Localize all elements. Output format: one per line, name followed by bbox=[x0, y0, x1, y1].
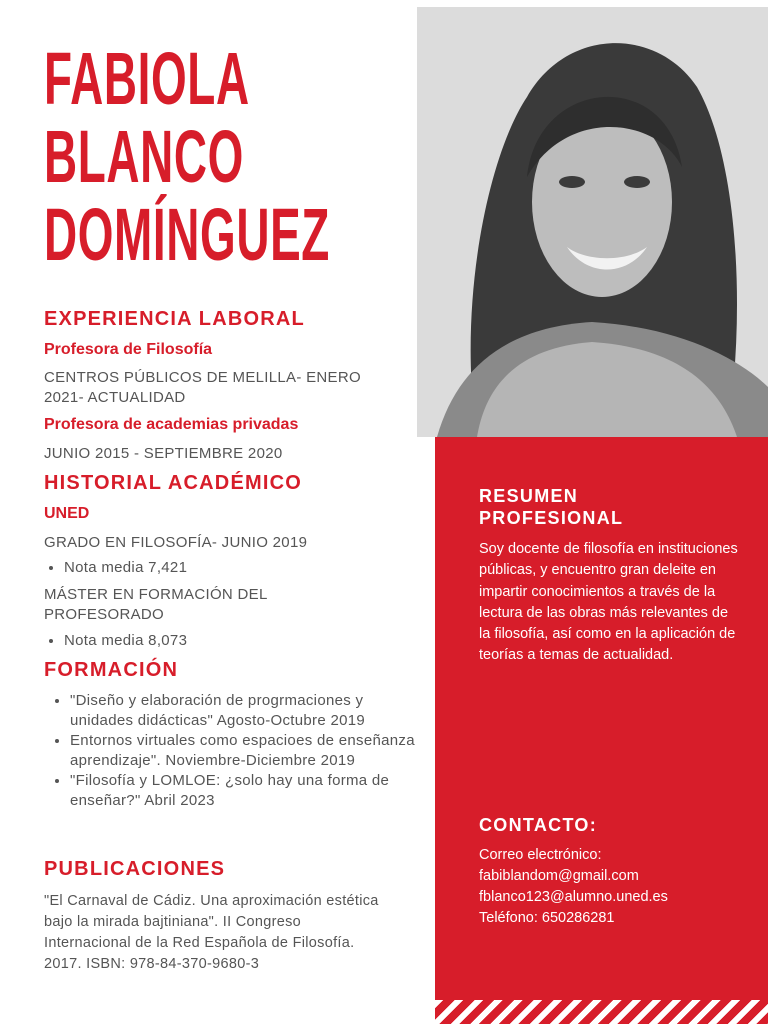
profile-photo bbox=[417, 7, 768, 437]
job1-detail: CENTROS PÚBLICOS DE MELILLA- ENERO 2021- ACTUALIDAD bbox=[44, 369, 361, 406]
email-primary[interactable]: fabiblandom@gmail.com bbox=[479, 868, 639, 884]
resumen-text: Soy docente de filosofía en instituciones públicas, y encuentro gran deleite en impartir conocimientos a través de la lectura de las obras más relevantes de la filosofía, así como en la aplicación de teorías a temas de actualidad. bbox=[479, 541, 738, 664]
degree2: MÁSTER EN FORMACIÓN DEL PROFESORADO bbox=[44, 586, 268, 623]
degree2-notes bbox=[38, 631, 384, 651]
formacion-heading: FORMACIÓN bbox=[44, 659, 179, 681]
contact-label: Correo electrónico: bbox=[479, 847, 602, 863]
name-line-1: FABIOLA bbox=[44, 37, 250, 120]
decorative-stripes bbox=[435, 1000, 768, 1024]
resumen-heading-2: PROFESIONAL bbox=[479, 508, 624, 528]
candidate-name bbox=[44, 37, 330, 276]
list-item: • Entornos virtuales como espacioes de enseñanza aprendizaje". Noviembre-Diciembre 2019 bbox=[70, 731, 415, 771]
experiencia-heading: EXPERIENCIA LABORAL bbox=[44, 308, 305, 330]
phone: Teléfono: 650286281 bbox=[479, 910, 615, 926]
name-line-2: BLANCO bbox=[44, 115, 244, 198]
email-secondary[interactable]: fblanco123@alumno.uned.es bbox=[479, 889, 668, 905]
historial-heading: HISTORIAL ACADÉMICO bbox=[44, 472, 302, 494]
publicaciones-text: "El Carnaval de Cádiz. Una aproximación estética bajo la mirada bajtiniana". II Congreso Internacional de la Red Española de Filosofía. 2017. ISBN: 978-84-370-9680-3 bbox=[44, 893, 379, 972]
degree1: GRADO EN FILOSOFÍA- JUNIO 2019 bbox=[44, 534, 308, 551]
resumen-heading-1: RESUMEN bbox=[479, 486, 579, 506]
list-item: • Nota media 7,421 bbox=[64, 558, 384, 578]
degree1-notes bbox=[38, 558, 384, 578]
institution: UNED bbox=[44, 505, 90, 522]
name-line-3: DOMÍNGUEZ bbox=[44, 193, 330, 276]
formacion-list bbox=[44, 691, 415, 811]
publicaciones-heading: PUBLICACIONES bbox=[44, 858, 226, 880]
list-item: • "Filosofía y LOMLOE: ¿solo hay una forma de enseñar?" Abril 2023 bbox=[70, 771, 415, 811]
contacto-heading: CONTACTO: bbox=[479, 815, 598, 835]
list-item: • Nota media 8,073 bbox=[64, 631, 384, 651]
list-item: • "Diseño y elaboración de progrmaciones y unidades didácticas" Agosto-Octubre 2019 bbox=[70, 691, 415, 731]
job1-title: Profesora de Filosofía bbox=[44, 341, 213, 358]
job2-title: Profesora de academias privadas bbox=[44, 416, 299, 433]
job2-detail: JUNIO 2015 - SEPTIEMBRE 2020 bbox=[44, 445, 283, 462]
